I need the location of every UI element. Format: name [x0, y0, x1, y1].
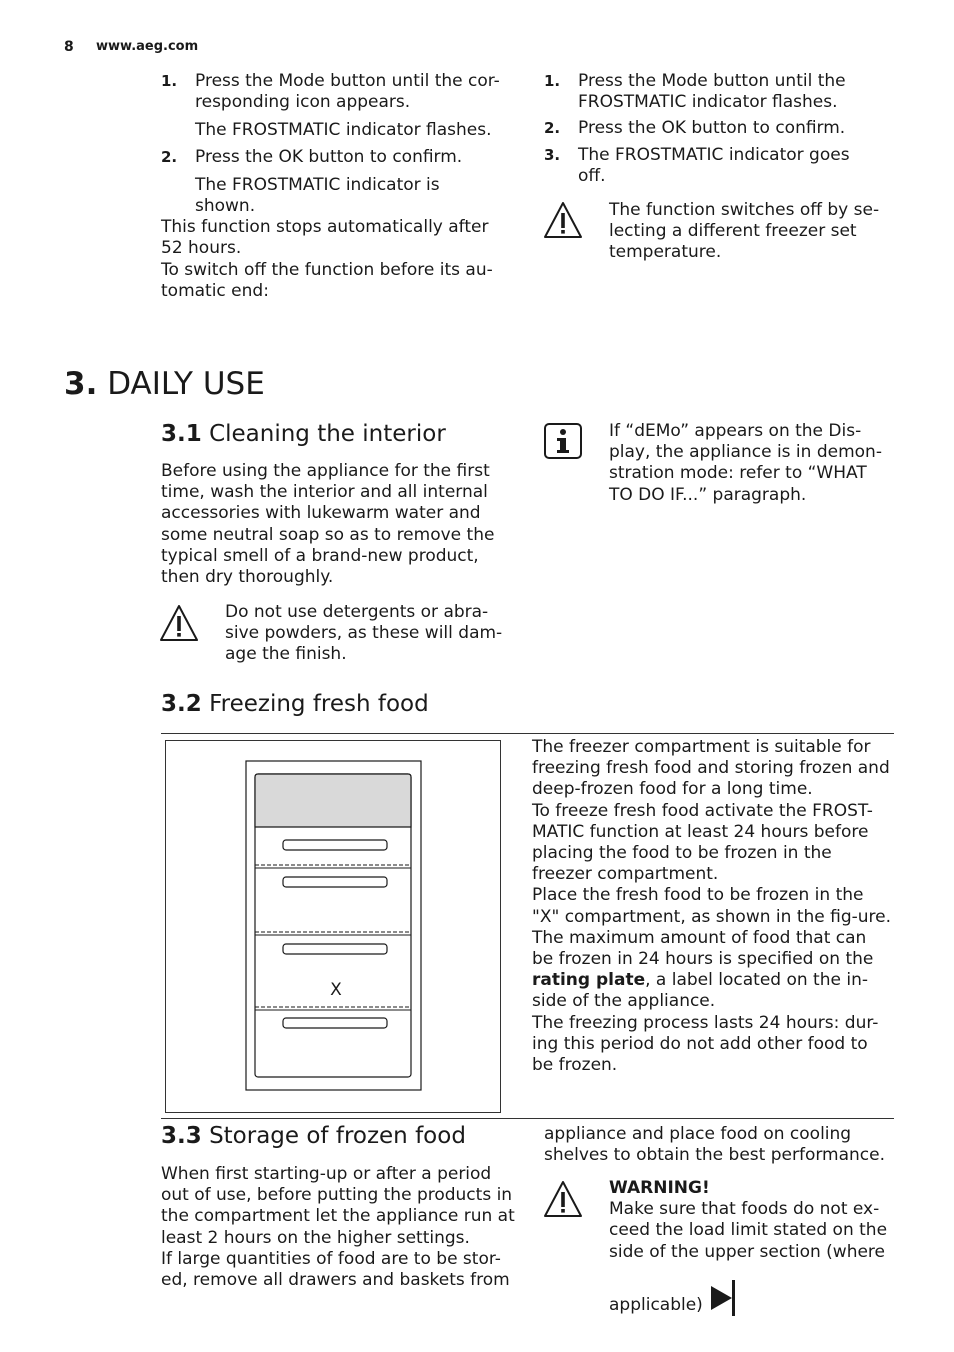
paragraph: To switch off the function before its au-tomatic end: — [161, 259, 493, 301]
right-top-steps — [544, 71, 884, 187]
chapter-number: 3. — [64, 366, 98, 402]
step-note: The FROSTMATIC indicator is shown. — [195, 174, 440, 217]
paragraph: This function stops automatically after 52 hours. — [161, 217, 489, 259]
info-text: If “dEMo” appears on the Dis-play, the appliance is in demon-stration mode: refer to “WHAT TO DO IF...” paragraph. — [609, 421, 882, 505]
section-number: 3.2 — [161, 691, 202, 717]
text-run: The maximum amount of food that can be frozen in 24 hours is specified on the — [532, 927, 874, 970]
chapter-title-text: DAILY USE — [107, 366, 265, 402]
compartment-x-label: X — [330, 980, 342, 1000]
chapter-title — [64, 366, 265, 402]
freezing-text — [532, 737, 892, 1076]
paragraph-continued: appliance and place food on cooling shelves to obtain the best performance. — [544, 1124, 885, 1166]
warning-text: The function switches off by se-lecting a different freezer set temperature. — [609, 200, 880, 263]
storage-text — [161, 1164, 516, 1291]
step-note: The FROSTMATIC indicator flashes. — [195, 120, 492, 141]
drawer-handle — [283, 1018, 387, 1028]
step-text: Press the OK button to confirm. — [578, 118, 846, 139]
step-number: 2. — [161, 147, 178, 166]
step-text: Press the Mode button until the cor-responding icon appears. — [195, 71, 500, 113]
section-heading-3-2 — [161, 690, 429, 718]
paragraph: Place the fresh food to be frozen in the "X" compartment, as shown in the fig-ure. — [532, 885, 892, 927]
warning-text: Make sure that foods do not ex-ceed the load limit stated on the side of the upper section (where — [609, 1199, 888, 1262]
site-url: www.aeg.com — [96, 39, 199, 54]
section-title: Freezing fresh food — [209, 691, 429, 717]
warning-icon — [543, 1179, 583, 1219]
load-limit-marker-icon — [710, 1280, 738, 1316]
step-text: Press the Mode button until the FROSTMATIC indicator flashes. — [578, 71, 846, 113]
section-rule — [161, 1118, 894, 1119]
section-title: Storage of frozen food — [209, 1123, 466, 1149]
warning-title: WARNING! — [609, 1178, 710, 1198]
paragraph: The freezing process lasts 24 hours: dur-ing this period do not add other food to be frozen. — [532, 1012, 879, 1076]
left-top-steps — [161, 71, 513, 302]
page-number: 8 — [64, 39, 74, 55]
section-heading-3-3 — [161, 1122, 466, 1150]
paragraph: To freeze fresh food activate the FROST-MATIC function at least 24 hours before placing the food to be frozen in the freezer compartment. — [532, 800, 873, 885]
freezer-drawing — [166, 741, 500, 1112]
section-title: Cleaning the interior — [209, 421, 446, 447]
step-number: 1. — [161, 72, 178, 90]
step-number: 3. — [544, 145, 561, 164]
drawer-handle — [283, 944, 387, 954]
freezer-figure — [165, 740, 501, 1113]
step-number: 2. — [544, 119, 561, 138]
text-run: , a label located on the in-side of the appliance. — [532, 970, 868, 1012]
info-icon — [543, 422, 583, 462]
warning-text: Do not use detergents or abra-sive powders, as these will dam-age the finish. — [225, 602, 503, 665]
text-run: applicable) — [609, 1294, 703, 1315]
warning-icon — [159, 603, 199, 643]
paragraph — [532, 928, 892, 1013]
paragraph: When first starting-up or after a period out of use, before putting the products in the compartment let the appliance run at least 2 hours on the higher settings. — [161, 1164, 515, 1248]
step-text: Press the OK button to confirm. — [195, 146, 463, 167]
warning-icon — [543, 200, 583, 240]
section-heading-3-1 — [161, 420, 446, 448]
drawer-handle — [283, 840, 387, 850]
bold-term: rating plate — [532, 970, 646, 991]
drawer-handle — [283, 877, 387, 887]
step-number: 1. — [544, 72, 561, 90]
paragraph: The freezer compartment is suitable for freezing fresh food and storing frozen and deep-frozen food for a long time. — [532, 737, 890, 800]
warning-block — [609, 1178, 894, 1316]
paragraph: If large quantities of food are to be stor-ed, remove all drawers and baskets from — [161, 1248, 510, 1291]
section-body: Before using the appliance for the first time, wash the interior and all internal accessories with lukewarm water and some neutral soap so as to remove the typical smell of a brand-new product, then dry thoroughly. — [161, 461, 495, 588]
section-number: 3.1 — [161, 421, 202, 447]
warning-tail — [609, 1280, 894, 1316]
section-rule — [161, 733, 894, 734]
step-text: The FROSTMATIC indicator goes off. — [578, 144, 850, 186]
section-number: 3.3 — [161, 1123, 202, 1149]
